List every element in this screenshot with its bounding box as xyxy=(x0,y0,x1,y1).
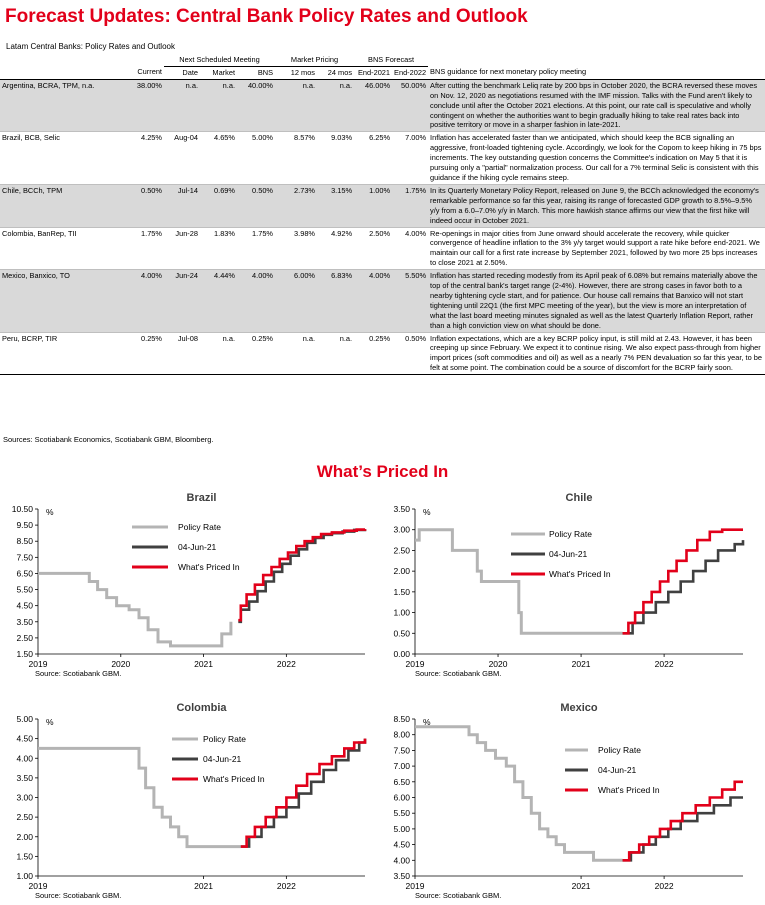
cell-date: Jun-28 xyxy=(164,227,200,270)
series-policy-rate-line xyxy=(38,573,231,646)
x-tick-label: 2019 xyxy=(28,659,48,669)
cell-end2021: 0.25% xyxy=(354,332,392,375)
y-tick-label: 1.00 xyxy=(393,607,410,618)
x-tick-label: 2019 xyxy=(405,881,425,891)
y-tick-label: 2.00 xyxy=(16,831,33,842)
cell-m24: 4.92% xyxy=(317,227,354,270)
y-tick-label: 2.50 xyxy=(393,545,410,556)
cell-end2022: 1.75% xyxy=(392,184,428,227)
table-column-header xyxy=(0,66,765,79)
cell-guidance: In its Quarterly Monetary Policy Report, released on June 9, the BCCh acknowledged the economy's remarkable performance so far this year, raising its range of forecasted GDP growth to 8.5%–9.5% y/y from a 6.0–7.0% y/y in March. This more hawkish stance affirms our view that the first hike will indeed occur in October 2021. xyxy=(428,184,765,227)
cell-current: 4.25% xyxy=(128,132,164,185)
table-row xyxy=(0,227,765,270)
y-tick-label: 3.00 xyxy=(393,524,410,535)
legend-label: What's Priced In xyxy=(598,785,660,795)
y-tick-label: 4.00 xyxy=(393,855,410,866)
table-group-header xyxy=(0,54,765,66)
col-bns: BNS xyxy=(237,66,275,79)
col-end2022: End-2022 xyxy=(392,66,428,79)
cell-date: Aug-04 xyxy=(164,132,200,185)
y-tick-label: 2.00 xyxy=(393,566,410,577)
cell-end2022: 0.50% xyxy=(392,332,428,375)
y-axis-unit: % xyxy=(423,717,431,727)
y-tick-label: 7.00 xyxy=(393,761,410,772)
policy-rates-table xyxy=(0,54,765,375)
chart-source: Source: Scotiabank GBM. xyxy=(35,891,122,900)
y-tick-label: 6.50 xyxy=(393,776,410,787)
cell-m12: 6.00% xyxy=(275,270,317,332)
cell-bns: 1.75% xyxy=(237,227,275,270)
country-name: Brazil, BCB, Selic xyxy=(0,132,128,185)
cell-end2022: 5.50% xyxy=(392,270,428,332)
cell-bns: 5.00% xyxy=(237,132,275,185)
group-bns-forecast: BNS Forecast xyxy=(354,54,428,66)
cell-end2021: 46.00% xyxy=(354,79,392,132)
y-tick-label: 9.50 xyxy=(16,520,33,531)
cell-end2022: 7.00% xyxy=(392,132,428,185)
cell-market: 4.65% xyxy=(200,132,237,185)
table-source: Sources: Scotiabank Economics, Scotiabank GBM, Bloomberg. xyxy=(3,435,214,444)
x-tick-label: 2021 xyxy=(194,881,214,891)
y-tick-label: 3.50 xyxy=(393,871,410,881)
country-name: Colombia, BanRep, TII xyxy=(0,227,128,270)
cell-market: n.a. xyxy=(200,79,237,132)
legend-label: 04-Jun-21 xyxy=(203,754,242,764)
cell-bns: 0.25% xyxy=(237,332,275,375)
x-tick-label: 2019 xyxy=(405,659,425,669)
cell-guidance: Re-openings in major cities from June onward should accelerate the recovery, while quicker convergence of headline inflation to the 3% y/y target would support a rate hike before end-2021. We maintain our call for a first rate increase by September 2021, followed by two more 25 bps increases to close 2021 at 2.50%. xyxy=(428,227,765,270)
y-tick-label: 4.50 xyxy=(393,839,410,850)
cell-m12: 2.73% xyxy=(275,184,317,227)
cell-bns: 0.50% xyxy=(237,184,275,227)
country-name: Chile, BCCh, TPM xyxy=(0,184,128,227)
y-tick-label: 3.50 xyxy=(16,616,33,627)
y-tick-label: 3.50 xyxy=(16,772,33,783)
cell-end2021: 2.50% xyxy=(354,227,392,270)
y-tick-label: 3.50 xyxy=(393,504,410,514)
y-tick-label: 4.50 xyxy=(16,733,33,744)
cell-m12: n.a. xyxy=(275,79,317,132)
series-04-jun-21-line xyxy=(238,529,365,622)
col-end2021: End-2021 xyxy=(354,66,392,79)
legend-label: 04-Jun-21 xyxy=(598,765,637,775)
x-tick-label: 2021 xyxy=(571,881,591,891)
cell-date: n.a. xyxy=(164,79,200,132)
y-axis-unit: % xyxy=(423,507,431,517)
y-tick-label: 1.50 xyxy=(16,851,33,862)
col-guidance: BNS guidance for next monetary policy meeting xyxy=(428,66,765,79)
cell-end2021: 6.25% xyxy=(354,132,392,185)
y-axis-unit: % xyxy=(46,717,54,727)
table-row xyxy=(0,332,765,375)
y-tick-label: 10.50 xyxy=(11,504,33,514)
x-tick-label: 2022 xyxy=(654,881,674,891)
cell-current: 0.25% xyxy=(128,332,164,375)
chart-source: Source: Scotiabank GBM. xyxy=(415,669,502,678)
chart-title: Colombia xyxy=(176,702,227,714)
legend-label: Policy Rate xyxy=(598,745,641,755)
y-tick-label: 6.00 xyxy=(393,792,410,803)
cell-m24: 3.15% xyxy=(317,184,354,227)
legend-label: What's Priced In xyxy=(203,774,265,784)
mexico-chart xyxy=(383,700,765,905)
chart-source: Source: Scotiabank GBM. xyxy=(35,669,122,678)
chart-title: Mexico xyxy=(560,702,598,714)
x-tick-label: 2022 xyxy=(654,659,674,669)
y-tick-label: 1.00 xyxy=(16,871,33,881)
legend-label: Policy Rate xyxy=(203,734,246,744)
y-tick-label: 2.50 xyxy=(16,812,33,823)
y-tick-label: 4.00 xyxy=(16,753,33,764)
legend-label: Policy Rate xyxy=(549,529,592,539)
cell-end2021: 1.00% xyxy=(354,184,392,227)
col-current: Current xyxy=(128,66,164,79)
cell-market: 4.44% xyxy=(200,270,237,332)
y-tick-label: 0.50 xyxy=(393,628,410,639)
x-tick-label: 2021 xyxy=(194,659,214,669)
cell-market: 0.69% xyxy=(200,184,237,227)
y-tick-label: 3.00 xyxy=(16,792,33,803)
y-tick-label: 8.50 xyxy=(16,536,33,547)
cell-end2022: 4.00% xyxy=(392,227,428,270)
cell-current: 1.75% xyxy=(128,227,164,270)
y-tick-label: 0.00 xyxy=(393,649,410,659)
series-04-jun-21-line xyxy=(241,739,365,847)
cell-current: 0.50% xyxy=(128,184,164,227)
y-tick-label: 1.50 xyxy=(16,649,33,659)
x-tick-label: 2022 xyxy=(276,881,296,891)
cell-current: 4.00% xyxy=(128,270,164,332)
y-tick-label: 8.50 xyxy=(393,714,410,724)
col-12mos: 12 mos xyxy=(275,66,317,79)
x-tick-label: 2021 xyxy=(571,659,591,669)
y-tick-label: 6.50 xyxy=(16,568,33,579)
colombia-chart xyxy=(0,700,382,905)
x-tick-label: 2020 xyxy=(111,659,131,669)
x-tick-label: 2019 xyxy=(28,881,48,891)
country-name: Mexico, Banxico, TO xyxy=(0,270,128,332)
legend-label: What's Priced In xyxy=(178,562,240,572)
cell-current: 38.00% xyxy=(128,79,164,132)
col-date: Date xyxy=(164,66,200,79)
country-name: Peru, BCRP, TIR xyxy=(0,332,128,375)
table-row xyxy=(0,270,765,332)
chile-chart xyxy=(383,485,765,690)
x-tick-label: 2022 xyxy=(276,659,296,669)
cell-market: n.a. xyxy=(200,332,237,375)
y-tick-label: 1.50 xyxy=(393,586,410,597)
table-row xyxy=(0,184,765,227)
legend-label: What's Priced In xyxy=(549,569,611,579)
chart-title: Chile xyxy=(565,492,593,504)
cell-guidance: Inflation has started receding modestly from its April peak of 6.08% but remains materially above the top of the central bank's target range (2-4%). However, there are strong cases in favor both to a nearby tightening cycle start, and for patience. Our house call remains that Banxico will not start tightening until 22Q1 (the first MPC meeting of the year), but the view is more an interpretation of what the last board meeting minutes signaled as well as the latest Quarterly Inflation Report, rather than a high conviction view on what should be done. xyxy=(428,270,765,332)
chart-title: Brazil xyxy=(186,492,217,504)
table-subtitle: Latam Central Banks: Policy Rates and Outlook xyxy=(6,42,175,51)
cell-m24: 9.03% xyxy=(317,132,354,185)
series-policy-rate-line xyxy=(415,530,623,634)
y-tick-label: 5.00 xyxy=(16,714,33,724)
country-name: Argentina, BCRA, TPM, n.a. xyxy=(0,79,128,132)
chart-source: Source: Scotiabank GBM. xyxy=(415,891,502,900)
x-tick-label: 2020 xyxy=(488,659,508,669)
legend-label: 04-Jun-21 xyxy=(549,549,588,559)
group-market-pricing: Market Pricing xyxy=(275,54,354,66)
cell-date: Jul-14 xyxy=(164,184,200,227)
cell-date: Jul-08 xyxy=(164,332,200,375)
y-tick-label: 5.00 xyxy=(393,823,410,834)
y-tick-label: 2.50 xyxy=(16,632,33,643)
col-24mos: 24 mos xyxy=(317,66,354,79)
y-tick-label: 8.00 xyxy=(393,729,410,740)
y-tick-label: 7.50 xyxy=(393,745,410,756)
y-tick-label: 5.50 xyxy=(16,584,33,595)
table-row xyxy=(0,79,765,132)
col-market: Market xyxy=(200,66,237,79)
series-04-jun-21-line xyxy=(623,540,743,633)
cell-guidance: Inflation expectations, which are a key BCRP policy input, is still mild at 2.43. However, it has been creeping up since February. We expect it to continue rising. We also expect pass-through from higher import prices (soft commodities and oil) as well as a nearly 7% PEN devaluation so far this year, to be felt at some point. The combination could be a source of discomfort for the BCRP fairly soon. xyxy=(428,332,765,375)
legend-label: 04-Jun-21 xyxy=(178,542,217,552)
cell-guidance: Inflation has accelerated faster than we anticipated, which should keep the BCB signalling an aggressive, front-loaded tightening cycle. Accordingly, we look for the Copom to keep hiking in 75 bps increments. The key outstanding question concerns the Committee's indication on May 5 that it is pursuing only a "partial" normalization process. Our call for a 7% terminal Selic is consistent with this guidance if the hiking cycle remains steep. xyxy=(428,132,765,185)
cell-end2021: 4.00% xyxy=(354,270,392,332)
series-04-jun-21-line xyxy=(623,798,743,861)
group-next-meeting: Next Scheduled Meeting xyxy=(164,54,275,66)
cell-market: 1.83% xyxy=(200,227,237,270)
cell-date: Jun-24 xyxy=(164,270,200,332)
cell-guidance: After cutting the benchmark Leliq rate by 200 bps in October 2020, the BCRA reversed these moves on Nov. 12, 2020 as negotiations resumed with the IMF mission. Talks with the Fund aren't likely to conclude until after the October 2021 elections. At this point, our rate call is speculative and wholly contingent on whether the authorities want to begin gradually hiking to take real rates back into positive territory or move in a sharper fashion in late-2021. xyxy=(428,79,765,132)
table-row xyxy=(0,132,765,185)
cell-bns: 40.00% xyxy=(237,79,275,132)
cell-m12: n.a. xyxy=(275,332,317,375)
legend-label: Policy Rate xyxy=(178,522,221,532)
cell-m24: n.a. xyxy=(317,332,354,375)
y-tick-label: 7.50 xyxy=(16,552,33,563)
cell-m12: 3.98% xyxy=(275,227,317,270)
cell-m12: 8.57% xyxy=(275,132,317,185)
brazil-chart xyxy=(0,485,382,690)
cell-end2022: 50.00% xyxy=(392,79,428,132)
cell-m24: 6.83% xyxy=(317,270,354,332)
charts-section-title: What’s Priced In xyxy=(316,462,449,481)
y-tick-label: 5.50 xyxy=(393,808,410,819)
cell-bns: 4.00% xyxy=(237,270,275,332)
series-whats-priced-in-line xyxy=(238,529,365,620)
y-tick-label: 4.50 xyxy=(16,600,33,611)
page-title: Forecast Updates: Central Bank Policy Rates and Outlook xyxy=(5,6,528,27)
series-policy-rate-line xyxy=(415,727,623,861)
y-axis-unit: % xyxy=(46,507,54,517)
cell-m24: n.a. xyxy=(317,79,354,132)
